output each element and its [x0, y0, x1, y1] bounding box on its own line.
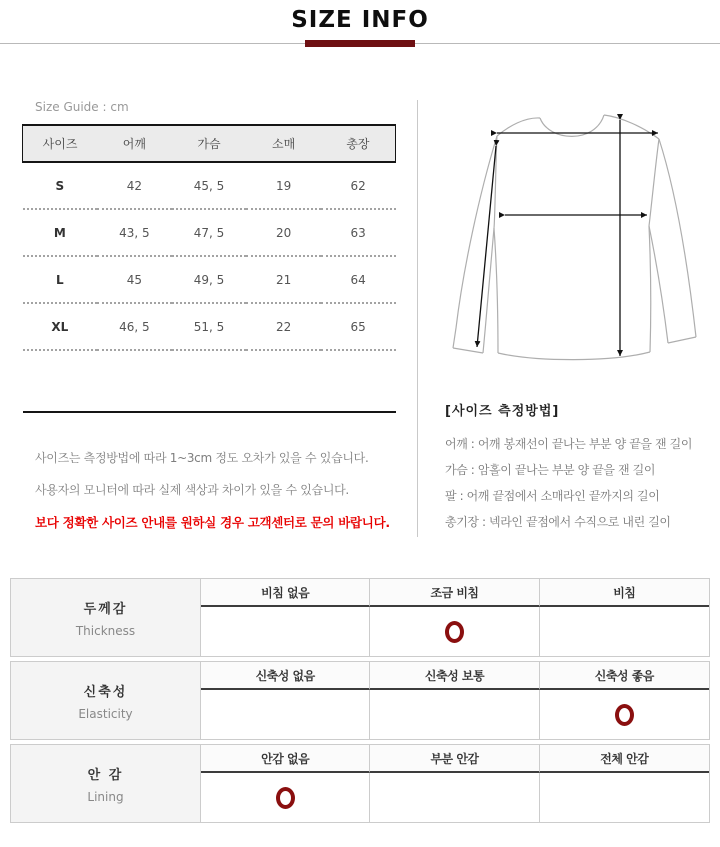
- attr-name-en: Lining: [87, 789, 124, 804]
- vertical-divider: [417, 100, 418, 537]
- size-value-cell: 63: [321, 209, 396, 256]
- note-warning-red: 보다 정확한 사이즈 안내를 원하실 경우 고객센터로 문의 바랍니다.: [35, 515, 390, 530]
- selected-mark-circle: [615, 704, 634, 726]
- size-column-header: 어깨: [97, 125, 172, 162]
- size-label-cell: XL: [23, 303, 98, 350]
- size-value-cell: 46, 5: [97, 303, 172, 350]
- measure-section: [437, 100, 712, 535]
- selected-mark-circle: [445, 621, 464, 643]
- size-value-cell: 62: [321, 162, 396, 209]
- size-table-filler-row: [23, 350, 396, 412]
- size-label-cell: M: [23, 209, 98, 256]
- attr-table-elasticity: [10, 661, 710, 740]
- size-label-cell: L: [23, 256, 98, 303]
- size-row: [23, 303, 396, 350]
- measure-line-length: 총기장 : 넥라인 끝점에서 수직으로 내린 길이: [445, 515, 671, 529]
- note-line-1: 사이즈는 측정방법에 따라 1~3cm 정도 오차가 있을 수 있습니다.: [35, 451, 369, 465]
- shirt-diagram: [437, 100, 709, 388]
- size-row: [23, 256, 396, 303]
- notes-block: [22, 449, 396, 531]
- measure-guide-title: [사이즈 측정방법]: [445, 404, 560, 419]
- measure-line-shoulder: 어깨 : 어깨 봉재선이 끝나는 부분 양 끝을 잰 길이: [445, 437, 693, 451]
- attr-name-ko: 안 감: [87, 767, 124, 783]
- size-column-header: 가슴: [172, 125, 247, 162]
- size-table: [22, 124, 396, 413]
- measure-guide: [437, 400, 712, 535]
- measure-arrows: [477, 120, 658, 356]
- attr-table-lining: [10, 744, 710, 823]
- attribute-tables: [10, 578, 710, 827]
- page-header: [0, 0, 720, 50]
- page-title: SIZE INFO: [291, 7, 429, 33]
- size-column-header: 소매: [246, 125, 321, 162]
- size-label-cell: S: [23, 162, 98, 209]
- note-line-2: 사용자의 모니터에 따라 실제 색상과 차이가 있을 수 있습니다.: [35, 483, 349, 497]
- size-row: [23, 209, 396, 256]
- attr-option-header: 신축성 좋음: [540, 662, 709, 690]
- size-value-cell: 64: [321, 256, 396, 303]
- attr-option-header: 안감 없음: [201, 745, 370, 773]
- measure-line-chest: 가슴 : 암홀이 끝나는 부분 양 끝을 잰 길이: [445, 463, 656, 477]
- size-value-cell: 49, 5: [172, 256, 247, 303]
- selected-mark-circle: [276, 787, 295, 809]
- attr-value-cell: [370, 690, 539, 739]
- size-value-cell: 65: [321, 303, 396, 350]
- attr-value-cell: [540, 773, 709, 822]
- attr-option-header: 신축성 보통: [370, 662, 539, 690]
- attr-value-cell: [201, 607, 370, 656]
- size-value-cell: 42: [97, 162, 172, 209]
- attr-value-cell: [370, 773, 539, 822]
- size-guide-section: [22, 100, 396, 546]
- size-column-header: 사이즈: [23, 125, 98, 162]
- header-accent-bar: [305, 40, 415, 47]
- attr-name-en: Elasticity: [78, 706, 133, 721]
- attr-option-header: 전체 안감: [540, 745, 709, 773]
- attr-name-ko: 신축성: [83, 684, 128, 700]
- filler-cell: [23, 350, 396, 412]
- attr-value-cell: [370, 607, 539, 656]
- attr-value-cell: [540, 607, 709, 656]
- attr-option-header: 신축성 없음: [201, 662, 370, 690]
- attr-option-header: 부분 안감: [370, 745, 539, 773]
- attr-value-cell: [201, 773, 370, 822]
- attr-option-header: 비침: [540, 579, 709, 607]
- size-table-body: [23, 162, 396, 412]
- attr-name-ko: 두께감: [83, 601, 128, 617]
- size-value-cell: 19: [246, 162, 321, 209]
- size-value-cell: 21: [246, 256, 321, 303]
- attr-value-cell: [201, 690, 370, 739]
- attr-option-header: 비침 없음: [201, 579, 370, 607]
- size-table-head: [23, 125, 396, 162]
- size-value-cell: 20: [246, 209, 321, 256]
- size-value-cell: 43, 5: [97, 209, 172, 256]
- attr-value-cell: [540, 690, 709, 739]
- measure-line-arm: 팔 : 어깨 끝점에서 소매라인 끝까지의 길이: [445, 489, 660, 503]
- size-value-cell: 45, 5: [172, 162, 247, 209]
- shirt-outline: [453, 115, 696, 360]
- size-value-cell: 45: [97, 256, 172, 303]
- size-value-cell: 51, 5: [172, 303, 247, 350]
- size-value-cell: 47, 5: [172, 209, 247, 256]
- shirt-diagram-svg: [437, 100, 709, 388]
- attr-option-header: 조금 비침: [370, 579, 539, 607]
- attr-label: [11, 662, 201, 739]
- attr-label: [11, 579, 201, 656]
- attr-name-en: Thickness: [75, 623, 136, 638]
- size-guide-caption: Size Guide : cm: [35, 100, 129, 114]
- size-value-cell: 22: [246, 303, 321, 350]
- size-column-header: 총장: [321, 125, 396, 162]
- attr-table-thickness: [10, 578, 710, 657]
- attr-label: [11, 745, 201, 822]
- size-row: [23, 162, 396, 209]
- size-table-header-row: [23, 125, 396, 162]
